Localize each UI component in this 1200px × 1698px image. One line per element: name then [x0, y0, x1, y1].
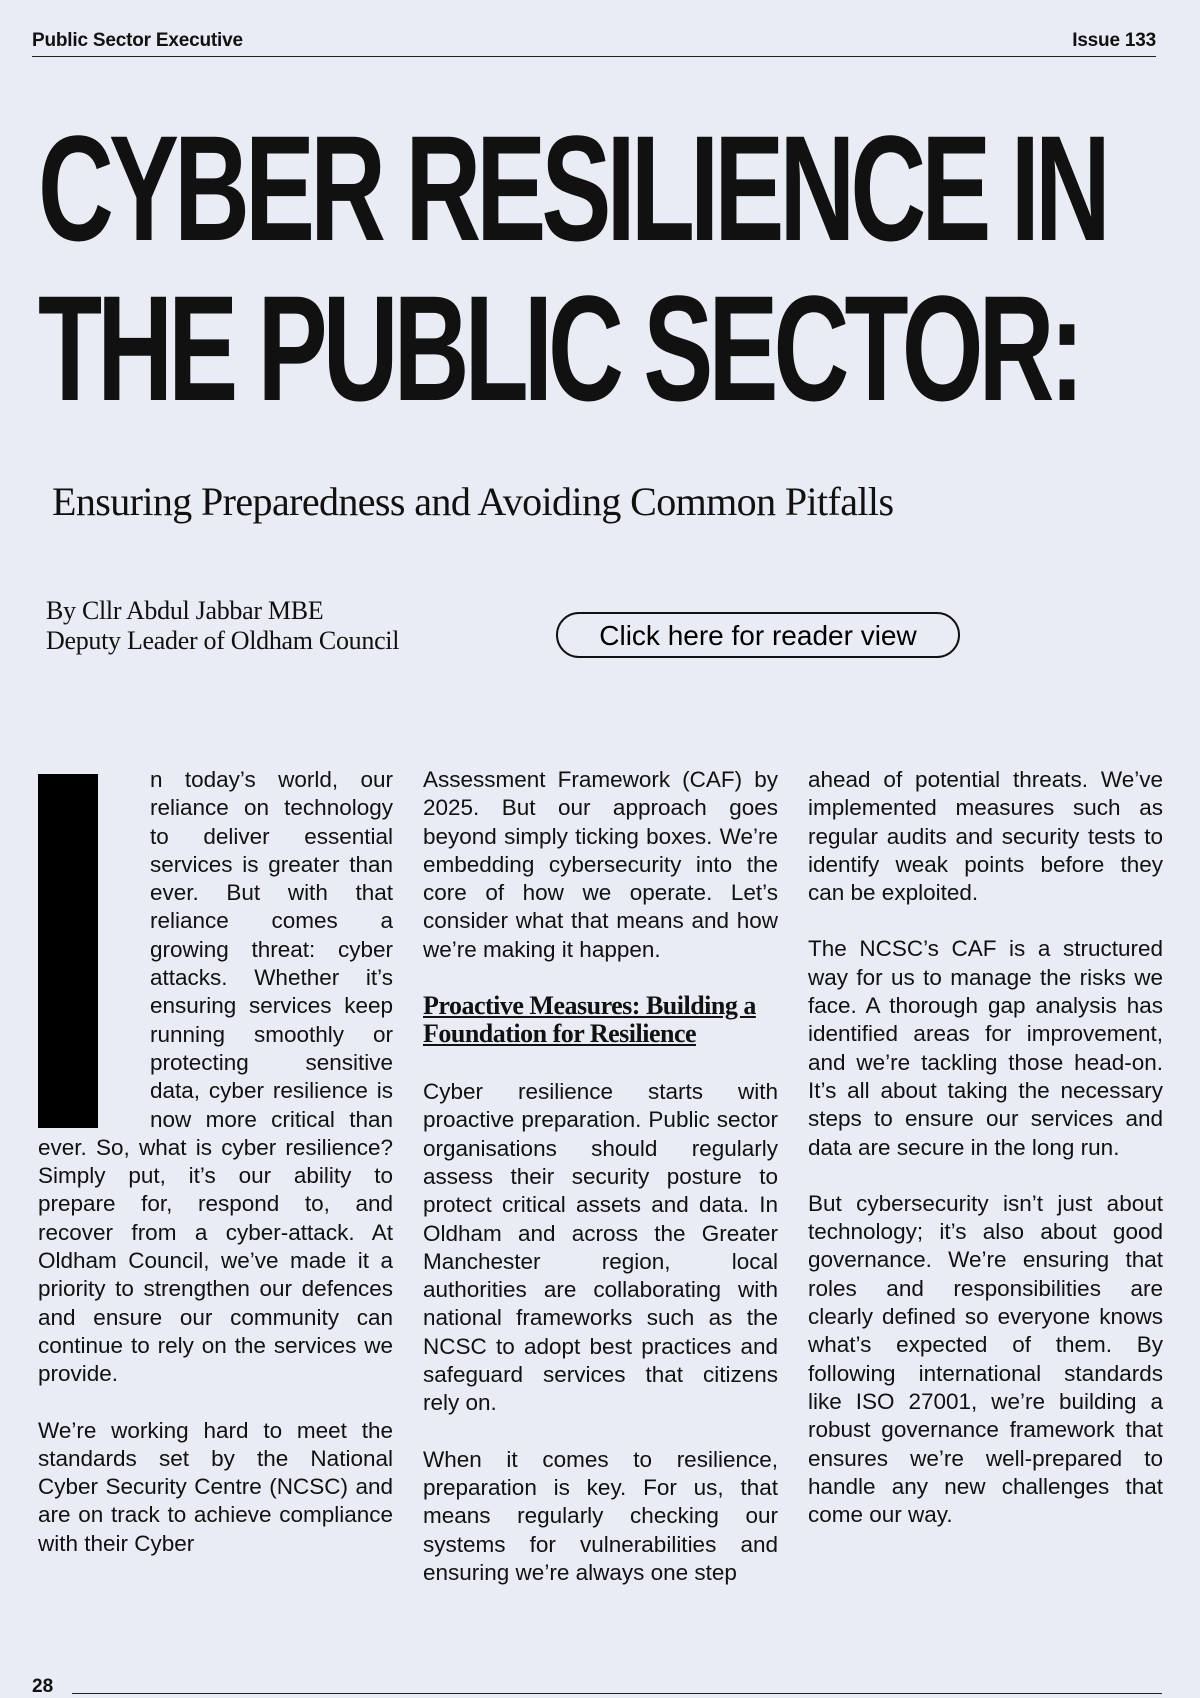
drop-cap — [38, 774, 98, 1128]
paragraph: Assessment Framework (CAF) by 2025. But our approach goes beyond simply ticking boxes. We’re embedding cybersecurity into the core of how we operate. Let’s consider what that means and how we’re making it happen. — [423, 767, 778, 962]
paragraph: Cyber resilience starts with proactive preparation. Public sector organisations should regularly assess their security posture to protect critical assets and data. In Oldham and across the Greater Manchester region, local authorities are collaborating with national frameworks such as the NCSC to adopt best practices and safeguard services that citizens rely on. — [423, 1079, 778, 1416]
paragraph: But cybersecurity isn’t just about technology; it’s also about good governance. We’re ensuring that roles and responsibilities are clearly defined so everyone knows what’s expected of them. By following international standards like ISO 27001, we’re building a robust governance framework that ensures we’re well-prepared to handle any new challenges that come our way. — [808, 1190, 1163, 1528]
author-role: Deputy Leader of Oldham Council — [46, 626, 400, 655]
title-line-2: THE PUBLIC SECTOR: — [38, 264, 1080, 432]
paragraph: We’re working hard to meet the standards set by the National Cyber Security Centre (NCSC) and are on track to achieve compliance with their Cyber — [38, 1417, 393, 1556]
article-column-3 — [808, 766, 1163, 1557]
article-subtitle: Ensuring Preparedness and Avoiding Common Pitfalls — [52, 479, 894, 524]
paragraph: The NCSC’s CAF is a structured way for us to manage the risks we face. A thorough gap analysis has identified areas for improvement, and we’re tackling those head-on. It’s all about taking the necessary steps to ensure our services and data are secure in the long run. — [808, 936, 1163, 1160]
byline — [46, 596, 399, 656]
footer-divider — [72, 1693, 1162, 1694]
issue-number: Issue 133 — [1072, 30, 1156, 51]
paragraph: n today’s world, our reliance on technology to deliver essential services is greater than ever. But with that reliance comes a growing threat: cyber attacks. Whether it’s ensuring services keep running smoothly or protecting sensitive data, cyber resilience is now more critical than ever. So, what is cyber resilience? Simply put, it’s our ability to prepare for, respond to, and recover from a cyber-attack. At Oldham Council, we’ve made it a priority to strengthen our defences and ensure our community can continue to rely on the services we provide. — [38, 767, 393, 1387]
article-title — [38, 104, 1106, 432]
publication-name: Public Sector Executive — [32, 30, 243, 51]
paragraph: ahead of potential threats. We’ve implemented measures such as regular audits and security tests to identify weak points before they can be exploited. — [808, 767, 1163, 906]
reader-view-button[interactable]: Click here for reader view — [556, 612, 960, 658]
title-line-1: CYBER RESILIENCE IN — [38, 104, 1106, 272]
article-column-1 — [38, 766, 393, 1586]
author-name: By Cllr Abdul Jabbar MBE — [46, 596, 324, 625]
page-number: 28 — [32, 1676, 54, 1697]
section-heading: Proactive Measures: Building a Foundation for Resilience — [423, 991, 756, 1049]
paragraph: When it comes to resilience, preparation is key. For us, that means regularly checking our systems for vulnerabilities and ensuring we’re always one step — [423, 1446, 778, 1585]
page-header — [32, 28, 1156, 57]
article-column-2 — [423, 766, 778, 1615]
